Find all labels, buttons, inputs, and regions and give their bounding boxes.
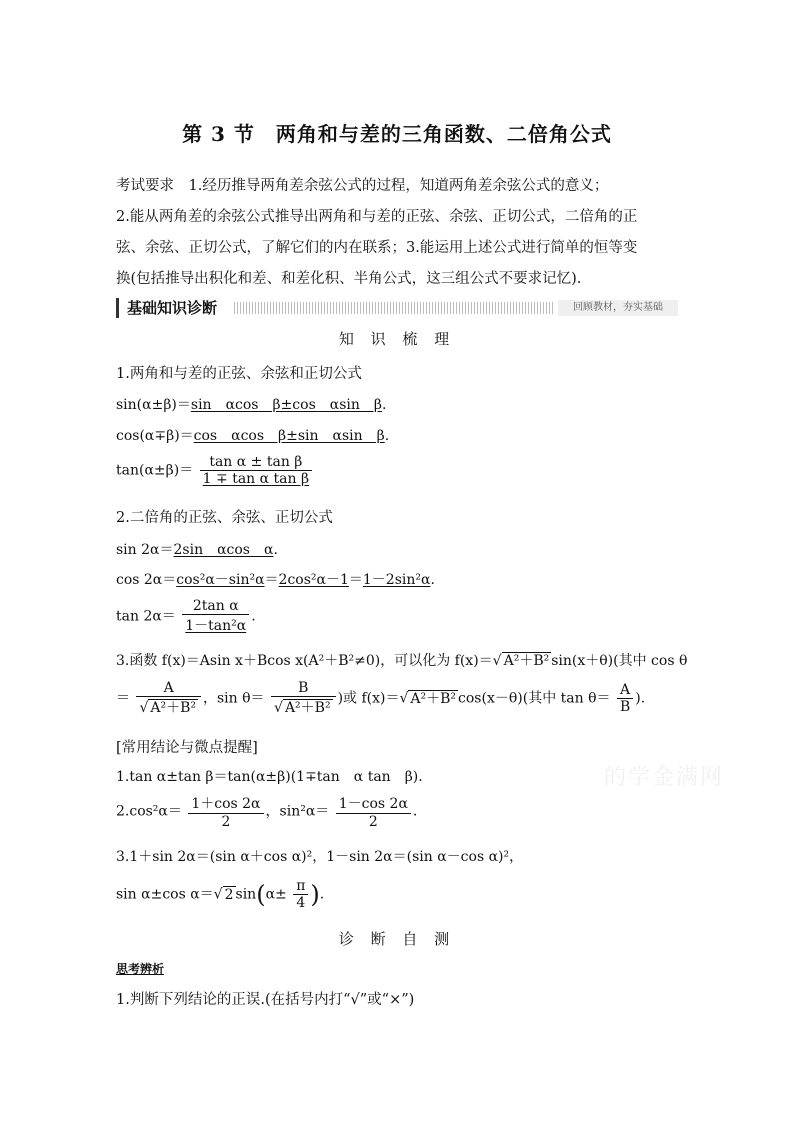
think-analysis-heading: 思考辨析 [116, 962, 165, 976]
formula-lhs: sin(α±β)＝ [116, 397, 191, 413]
text: cos(x－θ)(其中 tan θ＝ [458, 690, 611, 707]
common-conclusions-heading: [常用结论与微点提醒] [116, 740, 258, 756]
exam-requirement-line-4: 换(包括推导出积化和差、和差化积、半角公式，这三组公式不要求记忆). [116, 271, 582, 287]
banner-label: 基础知识诊断 [116, 298, 223, 318]
equals: ＝ [116, 690, 130, 707]
formula-lhs: tan(α±β)＝ [116, 462, 194, 479]
conclusion-3: 3.1＋sin 2α＝(sin α＋cos α)²，1－sin 2α＝(sin α－cos α)²， [116, 849, 524, 865]
denominator: 1 ∓ tan α tan β [202, 471, 310, 487]
sqrt-radicand: A²＋B² [410, 690, 457, 707]
fraction [200, 454, 312, 487]
text: 2.cos²α＝ [116, 803, 182, 820]
text: ，sin θ＝ [203, 690, 265, 707]
sqrt-radicand: A²＋B² [503, 653, 550, 669]
denominator: 1－tan²α [185, 618, 247, 634]
sin-fn: sin [235, 886, 257, 903]
formula-cos-sum: cos(α∓β)＝cos αcos β±sin αsin β. [116, 428, 390, 444]
formula-lhs: cos 2α＝ [116, 572, 177, 588]
fraction-tan-theta [617, 682, 633, 715]
conclusion-2: 2.cos²α＝ $\frac{1+\cos 2\alpha}{2}$ ，sin²α＝ $\frac{1-\cos 2\alpha}{2}$ . [116, 793, 417, 830]
formula-cos-double: cos 2α＝cos²α－sin²α＝2cos²α－1＝1－2sin²α. [116, 572, 435, 588]
exam-requirement-line-3: 弦、余弦、正切公式，了解它们的内在联系；3.能运用上述公式进行简单的恒等变 [116, 240, 638, 256]
numerator: 2tan α [182, 598, 249, 615]
sqrt-icon: √ [399, 690, 409, 707]
fraction-cos-theta [136, 680, 201, 717]
fraction [336, 793, 411, 830]
section-banner [116, 298, 678, 318]
fraction-sin-theta [271, 680, 336, 717]
formula-lhs: sin 2α＝ [116, 542, 174, 558]
sqrt-icon: √ [492, 653, 502, 669]
sqrt-icon: √ [213, 886, 223, 903]
watermark: 的学金满网 [604, 765, 725, 790]
subheading-2: 2.二倍角的正弦、余弦、正切公式 [116, 510, 333, 526]
denominator: 2 [221, 814, 231, 830]
conclusion-4: sin α±cos α＝√ 2 sin(α± $\frac{\pi}{4}$ ). [116, 878, 325, 911]
sqrt-icon: √ [139, 700, 149, 716]
numerator: A [136, 680, 201, 697]
banner-subtitle: 回顾教材，夯实基础 [558, 300, 678, 316]
text: sin(x＋θ)(其中 cos θ [551, 653, 688, 669]
formula-tan-double: tan 2α＝ $\frac{\text{2tan α}}{\text{1－tan²α}}$ . [116, 598, 256, 634]
subheading-1: 1.两角和与差的正弦、余弦和正切公式 [116, 366, 362, 382]
text: )或 f(x)＝ [337, 690, 400, 707]
denominator [271, 697, 336, 717]
numerator: π [293, 878, 308, 895]
denominator [136, 697, 201, 717]
page-title: 第 3 节 两角和与差的三角函数、二倍角公式 [182, 122, 612, 146]
numerator: A [617, 682, 633, 699]
formula-rhs: sin αcos β±cos αsin β [190, 397, 382, 413]
exam-requirement-line-2: 2.能从两角差的余弦公式推导出两角和与差的正弦、余弦、正切公式，二倍角的正 [116, 209, 638, 225]
numerator: 1－cos 2α [336, 793, 411, 814]
sqrt-radicand: 2 [224, 886, 234, 903]
denominator: B [619, 699, 631, 715]
section-heading-diagnosis: 诊 断 自 测 [338, 930, 456, 948]
auxiliary-angle-line-1 [116, 650, 687, 670]
formula-tan-sum [116, 454, 314, 487]
right-paren-icon: ) [310, 880, 320, 909]
section-heading-knowledge: 知 识 梳 理 [338, 330, 456, 348]
text: sin α±cos α＝ [116, 886, 214, 903]
numerator: tan α ± tan β [200, 454, 312, 471]
formula-rhs-b: 2cos²α－1 [278, 572, 349, 588]
denominator: 2 [368, 814, 378, 830]
numerator: B [271, 680, 336, 697]
formula-rhs-c: 1－2sin²α [362, 572, 431, 588]
text: α± [265, 886, 287, 903]
numerator: 1＋cos 2α [188, 793, 263, 814]
sqrt-radicand: A²＋B² [284, 700, 331, 716]
text: ，sin²α＝ [265, 803, 330, 820]
formula-sin-double: sin 2α＝2sin αcos α. [116, 542, 278, 558]
fraction [293, 878, 308, 911]
fraction [182, 598, 249, 635]
formula-rhs-a: cos²α－sin²α [176, 572, 265, 588]
left-paren-icon: ( [256, 880, 266, 909]
sqrt-icon: √ [274, 700, 283, 716]
banner-hatch-decoration [234, 302, 554, 314]
formula-lhs: tan 2α＝ [116, 608, 176, 625]
text: ). [635, 690, 646, 707]
formula-sin-sum: sin(α±β)＝sin αcos β±cos αsin β. [116, 397, 387, 413]
formula-lhs: cos(α∓β)＝ [116, 428, 194, 444]
sqrt-radicand: A²＋B² [150, 700, 196, 716]
formula-rhs: cos αcos β±sin αsin β [193, 428, 385, 444]
auxiliary-angle-line-2 [116, 680, 645, 717]
fraction [188, 793, 263, 830]
conclusion-1: 1.tan α±tan β＝tan(α±β)(1∓tan α tan β). [116, 769, 423, 785]
exam-requirement-line-1: 考试要求 1.经历推导两角差余弦公式的过程，知道两角差余弦公式的意义； [116, 178, 609, 194]
denominator: 4 [296, 895, 306, 911]
question-1: 1.判断下列结论的正误.(在括号内打“√”或“×”) [116, 992, 415, 1008]
text: 3.函数 f(x)＝Asin x＋Bcos x(A²＋B²≠0)，可以化为 f(x)＝ [116, 653, 493, 669]
formula-rhs: 2sin αcos α [173, 542, 274, 558]
